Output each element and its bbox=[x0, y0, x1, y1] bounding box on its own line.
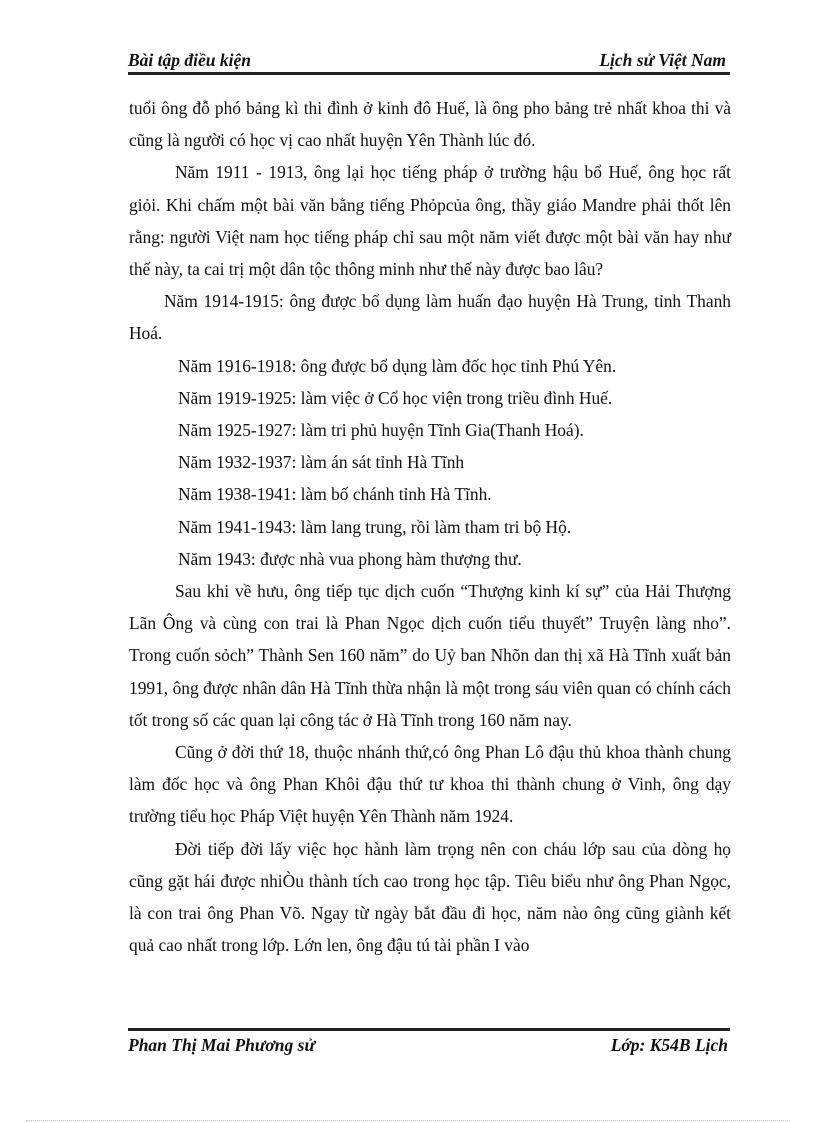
paragraph: Sau khi về hưu, ông tiếp tục dịch cuốn “Thượng kinh kí sự” của Hải Thượng Lãn Ông và cùng con trai là Phan Ngọc dịch cuốn tiểu thuyết” Truyện làng nho”. Trong cuốn sỏch” Thành Sen 160 năm” do Uỷ ban Nhõn dan thị xã Hà Tĩnh xuất bản 1991, ông được nhân dân Hà Tĩnh thừa nhận là một trong sáu viên quan có chính cách tốt trong số các quan lại công tác ở Hà Tĩnh trong 160 năm nay. bbox=[129, 581, 731, 730]
timeline-item: Năm 1941-1943: làm lang trung, rồi làm tham tri bộ Hộ. bbox=[178, 516, 572, 537]
header-title-left: Bài tập điều kiện bbox=[128, 50, 251, 70]
paragraph: Năm 1914-1915: ông được bổ dụng làm huấn đạo huyện Hà Trung, tỉnh Thanh Hoá. bbox=[129, 291, 731, 344]
page-header bbox=[128, 48, 730, 72]
timeline-item: Năm 1938-1941: làm bố chánh tỉnh Hà Tĩnh. bbox=[178, 484, 492, 505]
document-body bbox=[129, 92, 731, 961]
timeline-item: Năm 1919-1925: làm việc ở Cổ học viện trong triều đình Huế. bbox=[178, 387, 613, 408]
footer-rule bbox=[128, 1028, 730, 1031]
header-title-right: Lịch sử Việt Nam bbox=[599, 50, 726, 70]
footer-class: Lớp: K54B Lịch bbox=[610, 1035, 728, 1055]
paragraph: Cũng ở đời thứ 18, thuộc nhánh thứ,có ông Phan Lô đậu thủ khoa thành chung làm đốc học và ông Phan Khôi đậu thứ tư khoa thi thành chung ở Vinh, ông dạy trường tiểu học Pháp Việt huyện Yên Thành năm 1924. bbox=[129, 742, 731, 827]
paragraph: Đời tiếp đời lấy việc học hành làm trọng nên con cháu lớp sau của dòng họ cũng gặt hái được nhiÒu thành tích cao trong học tập. Tiêu biểu như ông Phan Ngọc, là con trai ông Phan Võ. Ngay từ ngày bắt đầu đi học, năm nào ông cũng giành kết quả cao nhất trong lớp. Lớn len, ông đậu tú tài phần I vào bbox=[129, 838, 731, 956]
paragraph: Năm 1911 - 1913, ông lại học tiếng pháp ở trường hậu bổ Huế, ông học rất giỏi. Khi chấm một bài văn bằng tiếng Phỏpcủa ông, thầy giáo Mandre phải thốt lên rằng: người Việt nam học tiếng pháp chỉ sau một năm viết được một bài văn hay như thế này, ta cai trị một dân tộc thông minh như thế này được bao lâu? bbox=[129, 162, 731, 280]
page-bottom-border bbox=[26, 1120, 790, 1121]
paragraph: tuổi ông đỗ phó bảng kì thi đình ở kinh đô Huế, là ông pho bảng trẻ nhất khoa thi và cũng là người có học vị cao nhất huyện Yên Thành lúc đó. bbox=[129, 98, 731, 151]
footer-author: Phan Thị Mai Phương sử bbox=[128, 1035, 315, 1055]
timeline-item: Năm 1916-1918: ông được bổ dụng làm đốc học tỉnh Phú Yên. bbox=[178, 355, 617, 376]
header-rule bbox=[128, 72, 730, 75]
timeline-item: Năm 1943: được nhà vua phong hàm thượng thư. bbox=[178, 548, 522, 569]
timeline-item: Năm 1932-1937: làm án sát tỉnh Hà Tĩnh bbox=[178, 452, 465, 473]
timeline-item: Năm 1925-1927: làm tri phủ huyện Tĩnh Gia(Thanh Hoá). bbox=[178, 420, 584, 441]
